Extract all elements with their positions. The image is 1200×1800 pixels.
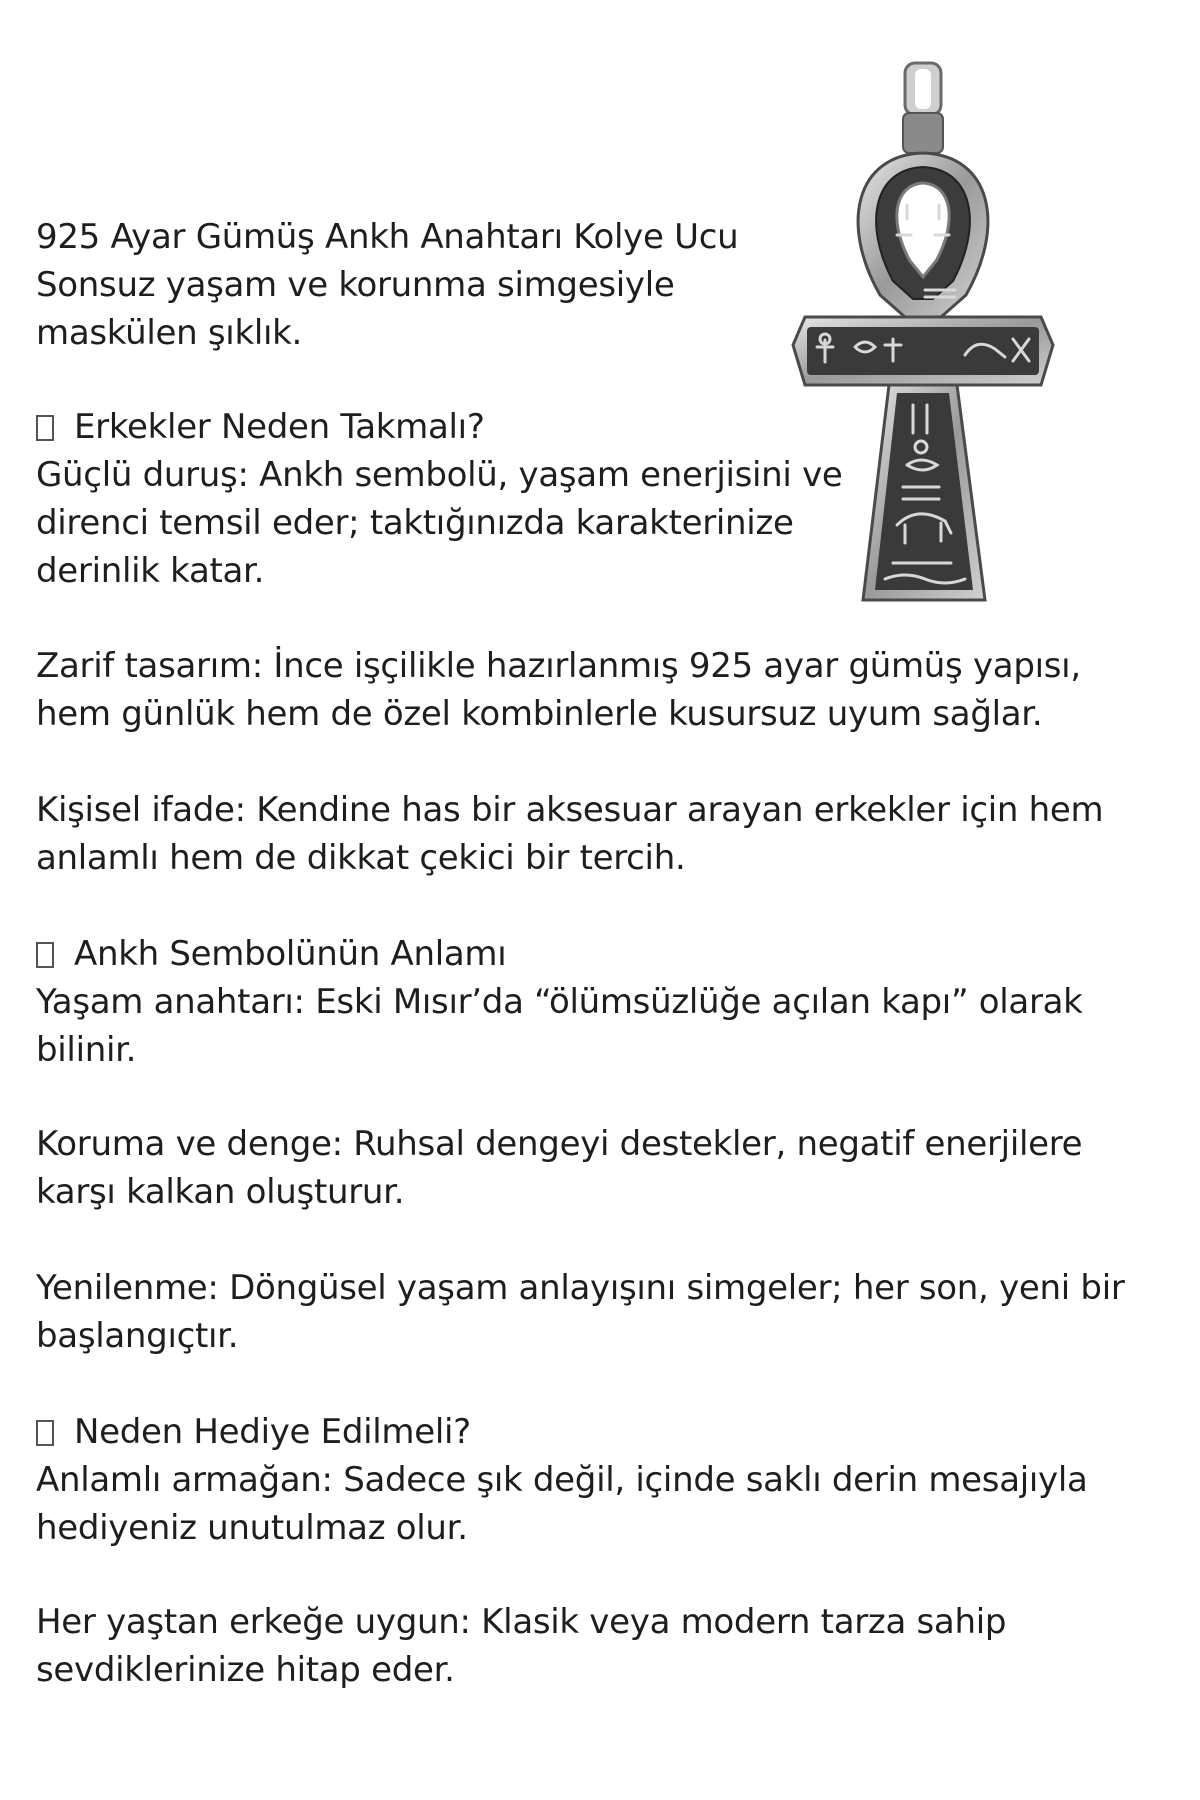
- product-tagline-line-1: Sonsuz yaşam ve korunma simgesiyle: [36, 265, 675, 305]
- item-line: karşı kalkan oluşturur.: [36, 1172, 405, 1212]
- section-why-gift: [36, 1408, 1088, 1552]
- product-tagline-line-2: maskülen şıklık.: [36, 313, 303, 353]
- item-line: direnci temsil eder; taktığınızda karakterinize: [36, 503, 794, 543]
- meaning-item-renewal: [36, 1264, 1125, 1360]
- missing-glyph-icon: [36, 942, 54, 968]
- men-item-expression: [36, 786, 1103, 882]
- item-line: Anlamlı armağan: Sadece şık değil, içinde saklı derin mesajıyla: [36, 1460, 1088, 1500]
- item-line: Yaşam anahtarı: Eski Mısır’da “ölümsüzlüğe açılan kapı” olarak: [36, 982, 1083, 1022]
- item-line: Her yaştan erkeğe uygun: Klasik veya modern tarza sahip: [36, 1602, 1007, 1642]
- item-line: Yenilenme: Döngüsel yaşam anlayışını simgeler; her son, yeni bir: [36, 1268, 1125, 1308]
- meaning-item-protection: [36, 1120, 1082, 1216]
- section-heading: Ankh Sembolünün Anlamı: [36, 930, 1083, 978]
- item-line: Güçlü duruş: Ankh sembolü, yaşam enerjisini ve: [36, 455, 843, 495]
- section-why-men: [36, 403, 843, 595]
- item-line: Koruma ve denge: Ruhsal dengeyi destekler, negatif enerjilere: [36, 1124, 1083, 1164]
- section-heading: Neden Hediye Edilmeli?: [36, 1408, 1088, 1456]
- item-line: derinlik katar.: [36, 551, 265, 591]
- gift-item-all-ages: [36, 1598, 1006, 1694]
- item-line: anlamlı hem de dikkat çekici bir tercih.: [36, 838, 686, 878]
- men-item-design: [36, 642, 1081, 738]
- item-line: başlangıçtır.: [36, 1316, 239, 1356]
- item-line: hediyeniz unutulmaz olur.: [36, 1508, 468, 1548]
- item-line: sevdiklerinize hitap eder.: [36, 1650, 455, 1690]
- item-line: Kişisel ifade: Kendine has bir aksesuar arayan erkekler için hem: [36, 790, 1104, 830]
- product-intro: [36, 213, 738, 357]
- item-line: Zarif tasarım: İnce işçilikle hazırlanmış 925 ayar gümüş yapısı,: [36, 646, 1081, 686]
- product-title: 925 Ayar Gümüş Ankh Anahtarı Kolye Ucu: [36, 217, 739, 257]
- missing-glyph-icon: [36, 1420, 54, 1446]
- section-heading: Erkekler Neden Takmalı?: [36, 403, 843, 451]
- item-line: hem günlük hem de özel kombinlerle kusursuz uyum sağlar.: [36, 694, 1043, 734]
- section-ankh-meaning: [36, 930, 1083, 1074]
- missing-glyph-icon: [36, 415, 54, 441]
- item-line: bilinir.: [36, 1030, 137, 1070]
